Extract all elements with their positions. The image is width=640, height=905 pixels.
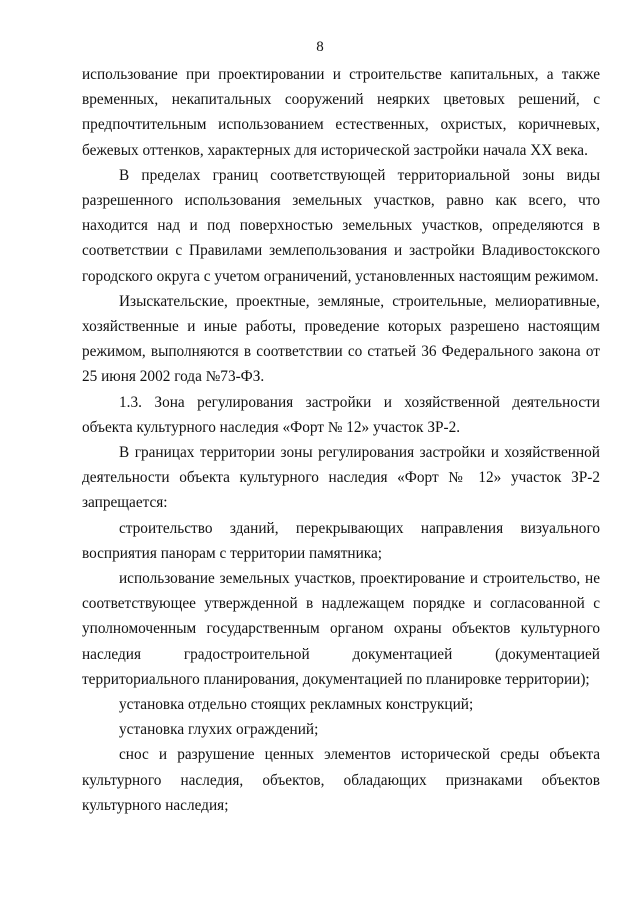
paragraph-works: Изыскательские, проектные, земляные, строительные, мелиоративные, хозяйственные и иные работы, проведение которых разрешено настоящим режимом, выполняются в соответствии со статьей 36 Федерального закона от 25 июня 2002 года №73-ФЗ.	[82, 292, 600, 386]
page-number: 8	[316, 39, 324, 55]
paragraph-permitted-use: В пределах границ соответствующей территориальной зоны виды разрешенного использования земельных участков, равно как всего, что находится над и под поверхностью земельных участков, определяются в соответствии с Правилами землепользования и застройки Владивостокского городского округа с учетом ограничений, установленных настоящим режимом.	[82, 166, 600, 285]
list-item-demolition: снос и разрушение ценных элементов исторической среды объекта культурного наследия, объектов, обладающих признаками объектов культурного наследия;	[82, 746, 600, 814]
list-item-advertising: установка отдельно стоящих рекламных конструкций;	[119, 696, 474, 714]
document-body	[82, 62, 600, 818]
list-item-building-views: строительство зданий, перекрывающих направления визуального восприятия панорам с территории памятника;	[82, 519, 600, 562]
paragraph-prohibitions-intro: В границах территории зоны регулирования застройки и хозяйственной деятельности объекта культурного наследия «Форт № 12» участок ЗР-2 запрещается:	[82, 444, 600, 512]
list-item-land-use: использование земельных участков, проектирование и строительство, не соответствующее утвержденной в надлежащем порядке и согласованной с уполномоченным государственным органом охраны объектов культурного наследия градостроительной документацией (документацией территориального планирования, документацией по планировке территории);	[82, 570, 600, 688]
paragraph-continuation-colors: использование при проектировании и строительстве капитальных, а также временных, некапитальных сооружений неярких цветовых решений, с предпочтительным использованием естественных, охристых, коричневых, бежевых оттенков, характерных для исторической застройки начала XX века.	[82, 66, 600, 159]
section-heading-1-3: 1.3. Зона регулирования застройки и хозяйственной деятельности объекта культурного наследия «Форт № 12» участок ЗР-2.	[82, 393, 600, 436]
list-item-fences: установка глухих ограждений;	[119, 721, 319, 739]
